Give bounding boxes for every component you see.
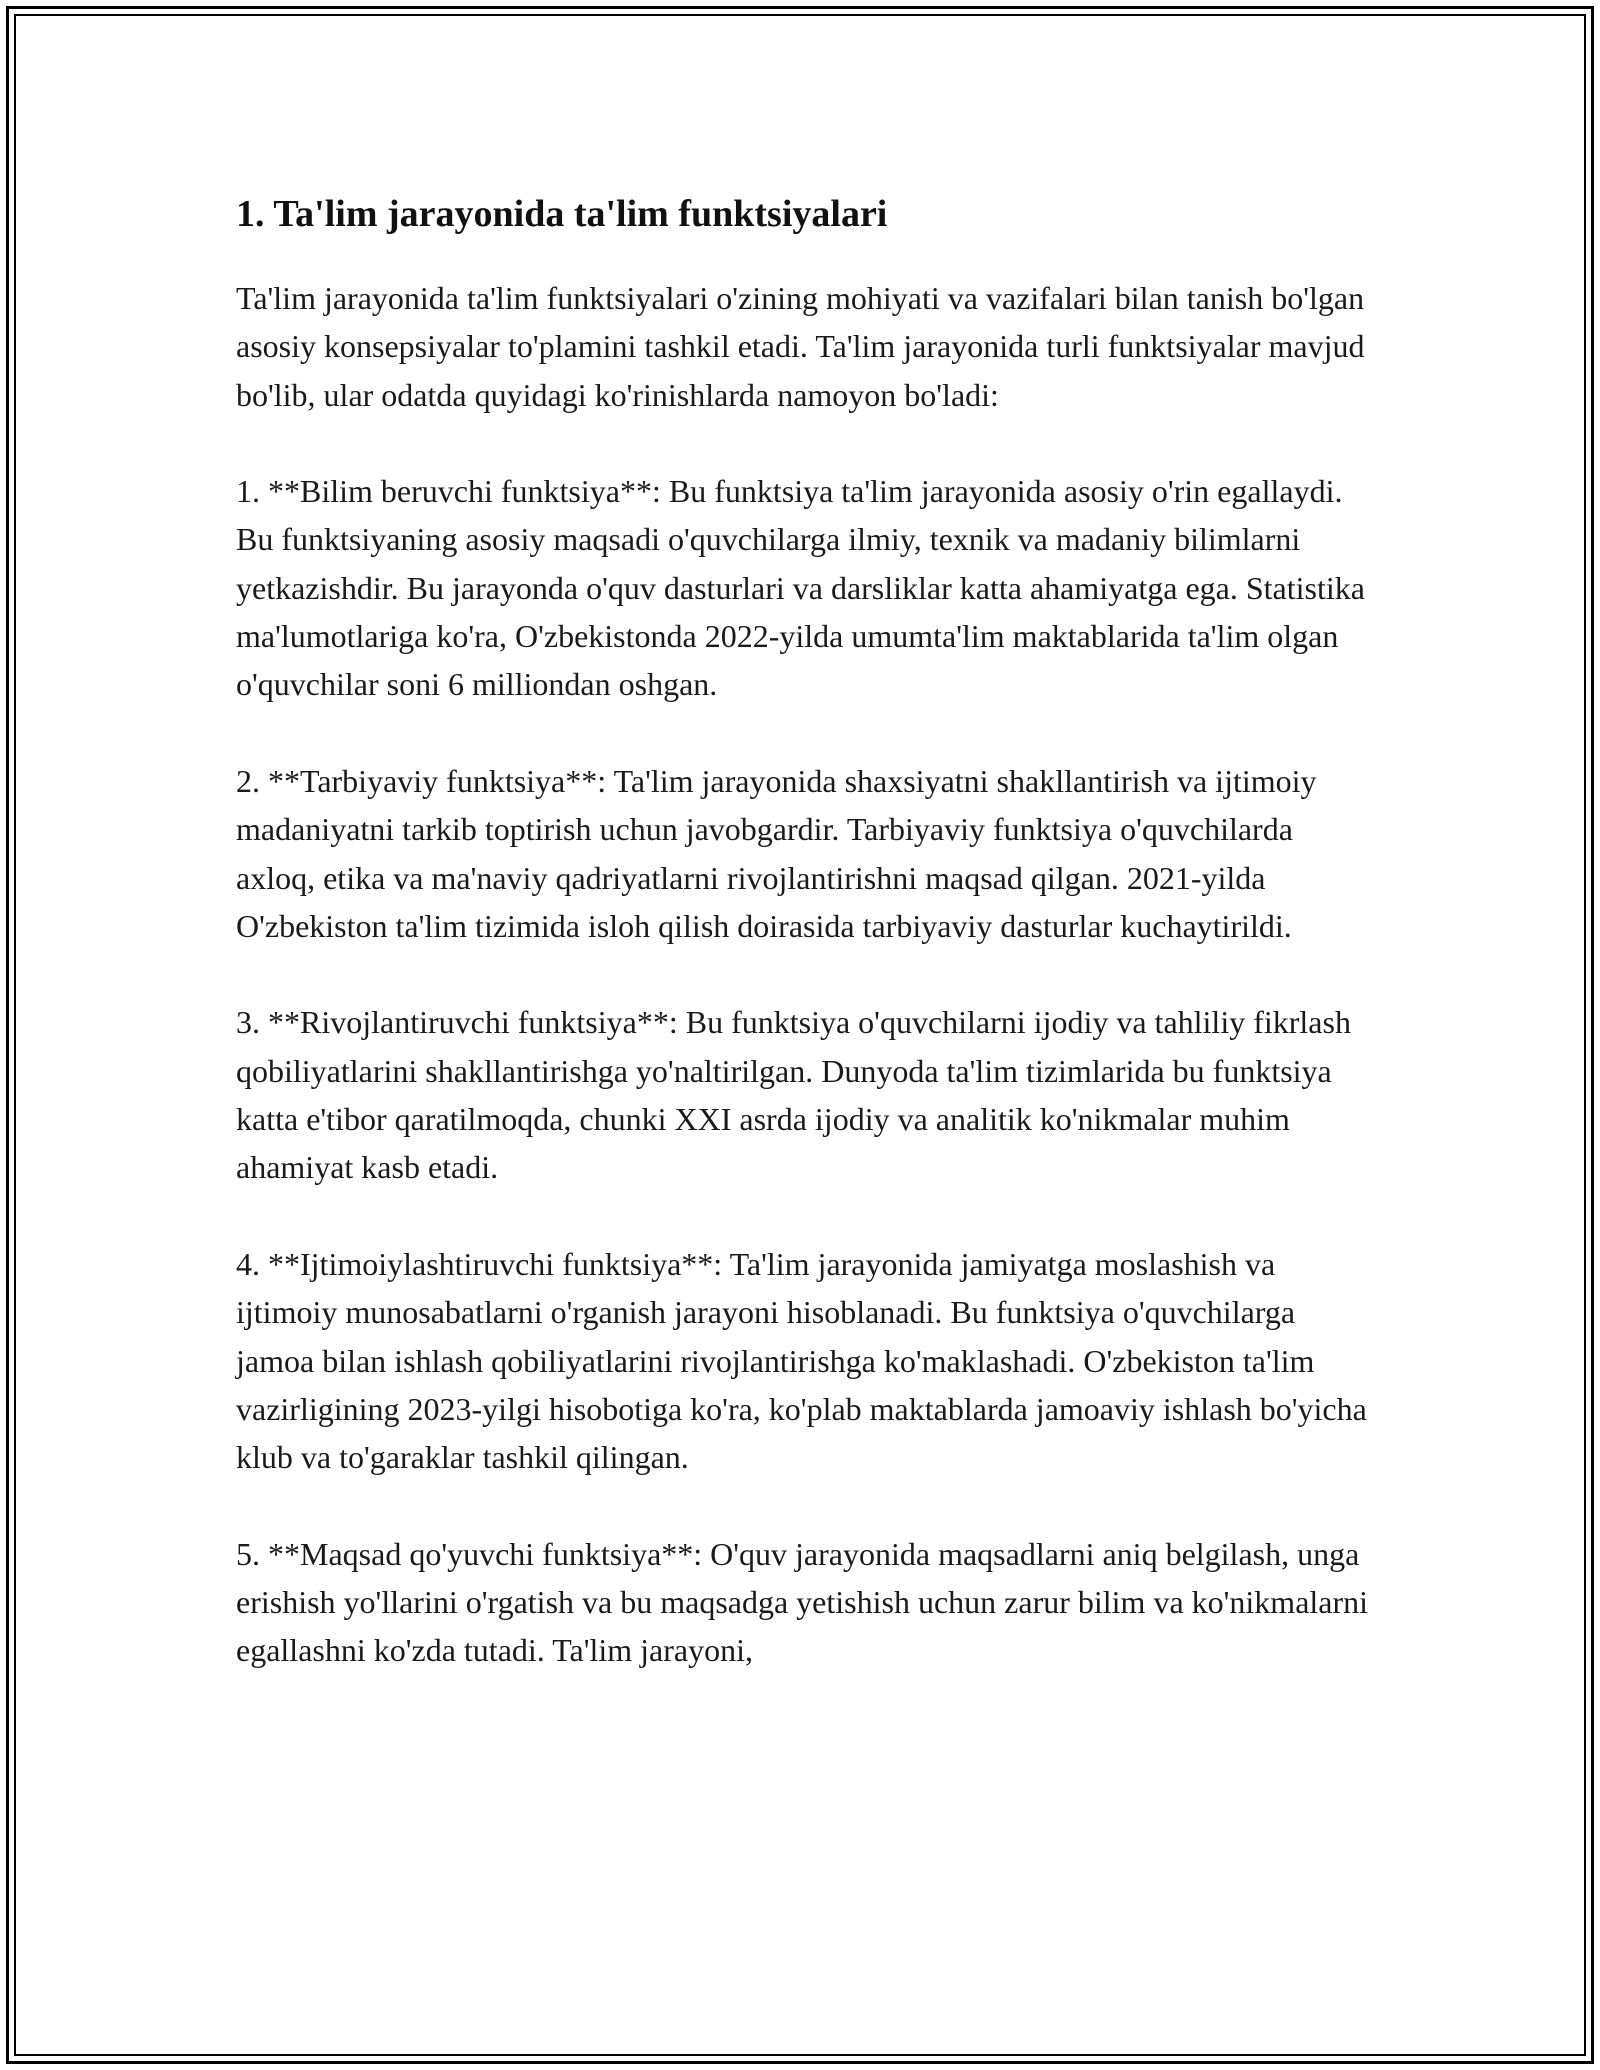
document-body bbox=[236, 184, 1376, 1675]
section-heading: 1. Ta'lim jarayonida ta'lim funktsiyalari bbox=[236, 193, 888, 235]
list-item-knowledge-function: 1. **Bilim beruvchi funktsiya**: Bu funktsiya ta'lim jarayonida asosiy o'rin egallaydi. Bu funktsiyaning asosiy maqsadi o'quvchilarga ilmiy, texnik va madaniy bilimlarni yetkazishdir. Bu jarayonda o'quv dasturlari va darsliklar katta ahamiyatga ega. Statistika ma'lumotlariga ko'ra, O'zbekistonda 2022-yilda umumta'lim maktablarida ta'lim olgan o'quvchilar soni 6 milliondan oshgan. bbox=[236, 473, 1373, 703]
list-item-developmental-function: 3. **Rivojlantiruvchi funktsiya**: Bu funktsiya o'quvchilarni ijodiy va tahliliy fikrlash qobiliyatlarini shakllantirishga yo'naltirilgan. Dunyoda ta'lim tizimlarida bu funktsiya katta e'tibor qaratilmoqda, chunki XXI asrda ijodiy va analitik ko'nikmalar muhim ahamiyat kasb etadi. bbox=[236, 1004, 1359, 1186]
list-item-socialization-function: 4. **Ijtimoiylashtiruvchi funktsiya**: Ta'lim jarayonida jamiyatga moslashish va ijtimoiy munosabatlarni o'rganish jarayoni hisoblanadi. Bu funktsiya o'quvchilarga jamoa bilan ishlash qobiliyatlarini rivojlantirishga ko'maklashadi. O'zbekiston ta'lim vazirligining 2023-yilgi hisobotiga ko'ra, ko'plab maktablarda jamoaviy ishlash bo'yicha klub va to'garaklar tashkil qilingan. bbox=[236, 1245, 1375, 1476]
intro-paragraph: Ta'lim jarayonida ta'lim funktsiyalari o'zining mohiyati va vazifalari bilan tanish bo'lgan asosiy konsepsiyalar to'plamini tashkil etadi. Ta'lim jarayonida turli funktsiyalar mavjud bo'lib, ular odatda quyidagi ko'rinishlarda namoyon bo'ladi: bbox=[236, 280, 1373, 413]
list-item-goal-setting-function: 5. **Maqsad qo'yuvchi funktsiya**: O'quv jarayonida maqsadlarni aniq belgilash, unga erishish yo'llarini o'rgatish va bu maqsadga yetishish uchun zarur bilim va ko'nikmalarni egallashni ko'zda tutadi. Ta'lim jarayoni, bbox=[236, 1535, 1377, 1669]
list-item-educational-function: 2. **Tarbiyaviy funktsiya**: Ta'lim jarayonida shaxsiyatni shakllantirish va ijtimoiy madaniyatni tarkib toptirish uchun javobgardir. Tarbiyaviy funktsiya o'quvchilarda axloq, etika va ma'naviy qadriyatlarni rivojlantirishni maqsad qilgan. 2021-yilda O'zbekiston ta'lim tizimida isloh qilish doirasida tarbiyaviy dasturlar kuchaytirildi. bbox=[236, 762, 1325, 944]
